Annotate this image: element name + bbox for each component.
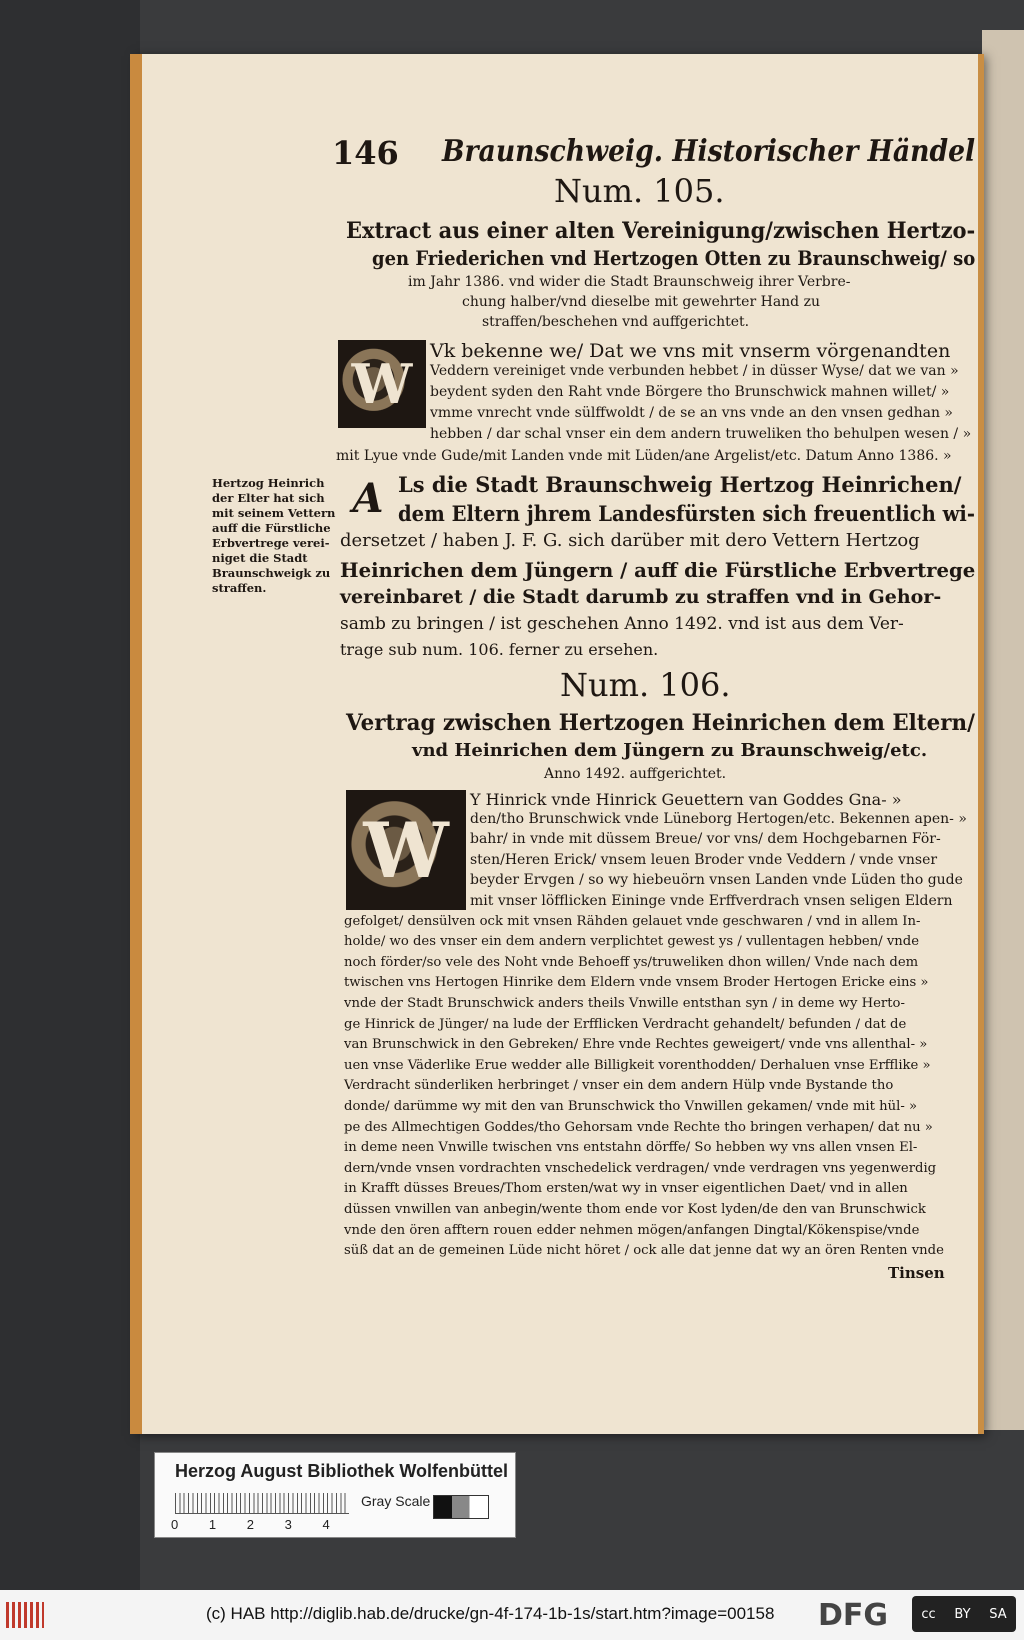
text-line: hebben / dar schal vnser ein dem andern truweliken tho behulpen wesen / » xyxy=(430,426,972,442)
text-line: dem Eltern jhrem Landesfürsten sich freuentlich wi- xyxy=(398,501,975,526)
hab-logo-icon xyxy=(6,1602,44,1628)
text-line: donde/ darümme wy mit den van Brunschwick tho Vnwillen gekamen/ vnde mit hül- » xyxy=(344,1099,918,1114)
text-line: trage sub num. 106. ferner zu ersehen. xyxy=(340,640,659,659)
text-line: dersetzet / haben J. F. G. sich darüber mit dero Vettern Hertzog xyxy=(340,530,920,551)
text-line: uen vnse Väderlike Erue wedder alle Billigkeit vorenthodden/ Derhaluen vnse Erfflike » xyxy=(344,1057,931,1073)
cc-icon: cc xyxy=(921,1606,936,1622)
cc-license-badge[interactable] xyxy=(912,1596,1016,1632)
running-head: Braunschweig. Historischer Händel xyxy=(442,134,976,169)
section-title-line: Anno 1492. auffgerichtet. xyxy=(544,766,727,782)
gray-scale-label: Gray Scale xyxy=(361,1493,431,1509)
text-line: mit vnser löfflicken Eininge vnde Erffverdrach vnsen seligen Eldern xyxy=(470,893,953,909)
text-line: vmme vnrecht vnde sülffwoldt / de se an vns vnde an den vnsen gedhan » xyxy=(430,405,953,421)
section-number: Num. 105. xyxy=(554,172,725,210)
text-line: Veddern vereiniget vnde verbunden hebbet / in düsser Wyse/ dat we van » xyxy=(430,363,959,379)
text-line: in deme neen Vnwille twischen vns entstahn dörffe/ So hebben wy vns allen vnsen El- xyxy=(344,1140,918,1156)
text-line: gefolget/ densülven ock mit vnsen Rähden gelauet vnde geschwaren / vnd in allem In- xyxy=(344,913,921,929)
text-line: pe des Allmechtigen Goddes/tho Gehorsam vnde Rechte tho bringen verhapen/ dat nu » xyxy=(344,1119,933,1135)
text-line: beyder Ervgen / so wy hiebeuörn vnsen Landen vnde Lüden tho gude xyxy=(470,872,963,889)
sa-icon: SA xyxy=(989,1606,1007,1622)
text-line: Heinrichen dem Jüngern / auff die Fürstliche Erbvertrege xyxy=(340,558,976,582)
page-number: 146 xyxy=(332,134,399,172)
text-line: sten/Heren Erick/ vnsem leuen Broder vnde Veddern / vnde vnser xyxy=(470,851,938,868)
marginal-note-line: mit seinem Vettern xyxy=(212,506,336,520)
ruler-number: 4 xyxy=(322,1517,330,1532)
text-line: ge Hinrick de Jünger/ na lude der Erfflicken Verdracht gehandelt/ befunden / dat de xyxy=(344,1016,907,1032)
next-page-edge xyxy=(982,30,1024,1430)
footer-url-text[interactable]: (c) HAB http://diglib.hab.de/drucke/gn-4f-174-1b-1s/start.htm?image=00158 xyxy=(206,1604,775,1623)
dfg-logo: DFG xyxy=(818,1598,889,1633)
footer-bar xyxy=(0,1590,1024,1640)
ruler-number: 0 xyxy=(171,1517,179,1532)
text-line: van Brunschwick in den Gebreken/ Ehre vnde Rechtes geweigert/ vnde vns allenthal- » xyxy=(344,1037,928,1053)
section-title-line: chung halber/vnd dieselbe mit gewehrter Hand zu xyxy=(462,294,820,310)
text-line: vereinbaret / die Stadt darumb zu straffen vnd in Gehor- xyxy=(340,586,942,608)
decorated-initial: W xyxy=(346,790,466,910)
gray-scale-swatch xyxy=(433,1495,489,1519)
ruler-numbers xyxy=(171,1517,330,1532)
text-line: samb zu bringen / ist geschehen Anno 1492. vnd ist aus dem Ver- xyxy=(340,614,904,634)
initial-letter: A xyxy=(340,470,396,526)
text-line: Verdracht sünderliken herbringet / vnser ein dem andern Hülp vnde Bystande tho xyxy=(344,1078,894,1094)
ruler-number: 3 xyxy=(284,1517,292,1532)
ruler-number: 2 xyxy=(246,1517,254,1532)
text-line: bahr/ in vnde mit düssem Breue/ vor vns/ dem Hochgebarnen För- xyxy=(470,831,941,848)
marginal-note-line: Erbvertrege verei- xyxy=(212,536,330,550)
text-line: noch förder/so vele des Noht vnde Behoeff ys/truweliken dhon willen/ Vnde nach dem xyxy=(344,954,919,970)
text-line: süß dat an de gemeinen Lüde nicht höret / ock alle dat jenne dat wy an ören Renten vnde xyxy=(344,1243,944,1259)
marginal-note-line: niget die Stadt xyxy=(212,551,308,565)
text-line: den/tho Brunschwick vnde Lüneborg Hertogen/etc. Bekennen apen- » xyxy=(470,810,967,827)
text-line: vnde den ören afftern rouen edder nehmen mögen/anfangen Dingtal/Kökenspise/vnde xyxy=(344,1222,920,1238)
marginal-note-line: straffen. xyxy=(212,581,267,595)
marginal-note-line: Braunschweigk zu xyxy=(212,566,331,580)
marginal-note-line: Hertzog Heinrich xyxy=(212,476,325,490)
section-title-line: Extract aus einer alten Vereinigung/zwischen Hertzo- xyxy=(346,218,976,244)
section-number: Num. 106. xyxy=(560,666,731,704)
decorated-initial: W xyxy=(338,340,426,428)
page-binding-edge xyxy=(130,54,142,1434)
text-line: Ls die Stadt Braunschweig Hertzog Heinrichen/ xyxy=(398,472,962,497)
text-line: holde/ wo des vnser ein dem andern verplichtet gewest ys / vullentagen hebben/ vnde xyxy=(344,934,920,950)
text-line: Vk bekenne we/ Dat we vns mit vnserm vörgenandten xyxy=(430,340,951,362)
text-line: vnde der Stadt Brunschwick anders theils Vnwille entsthan syn / in deme wy Herto- xyxy=(344,996,905,1011)
text-line: Y Hinrick vnde Hinrick Geuettern van Goddes Gna- » xyxy=(470,790,902,809)
marginal-note-line: der Elter hat sich xyxy=(212,491,325,505)
scanner-background xyxy=(0,0,140,1590)
section-title-line: Vertrag zwischen Hertzogen Heinrichen dem Eltern/ xyxy=(346,710,975,736)
marginal-note-line: auff die Fürstliche xyxy=(212,521,331,535)
section-title-line: gen Friederichen vnd Hertzogen Otten zu Braunschweig/ so xyxy=(372,246,976,270)
text-line: dern/vnde vnsen vordrachten vnschedelick verdragen/ vnde verdragen vns yegenwerdig xyxy=(344,1160,937,1176)
library-scan-label xyxy=(154,1452,516,1538)
section-title-line: vnd Heinrichen dem Jüngern zu Braunschweig/etc. xyxy=(412,740,928,761)
text-line: beydent syden den Raht vnde Börgere tho Brunschwick mahnen willet/ » xyxy=(430,384,950,400)
text-line: in Krafft düsses Breues/Thom ersten/wat wy in vnser eigentlichen Daet/ vnd in allen xyxy=(344,1181,908,1197)
scale-ruler xyxy=(175,1493,349,1514)
catchword: Tinsen xyxy=(888,1264,945,1282)
library-name: Herzog August Bibliothek Wolfenbüttel xyxy=(175,1461,508,1481)
text-line: düssen vnwillen van anbegin/wente thom ende vor Kost lyden/de den van Brunschwick xyxy=(344,1202,926,1217)
text-line: mit Lyue vnde Gude/mit Landen vnde mit Lüden/ane Argelist/etc. Datum Anno 1386. » xyxy=(336,448,952,464)
text-line: twischen vns Hertogen Hinrike dem Eldern vnde vnsem Broder Hertogen Ericke eins » xyxy=(344,975,929,991)
section-title-line: straffen/beschehen vnd auffgerichtet. xyxy=(482,314,750,330)
section-title-line: im Jahr 1386. vnd wider die Stadt Braunschweig ihrer Verbre- xyxy=(408,274,851,290)
ruler-number: 1 xyxy=(208,1517,217,1532)
by-icon: BY xyxy=(954,1606,971,1622)
